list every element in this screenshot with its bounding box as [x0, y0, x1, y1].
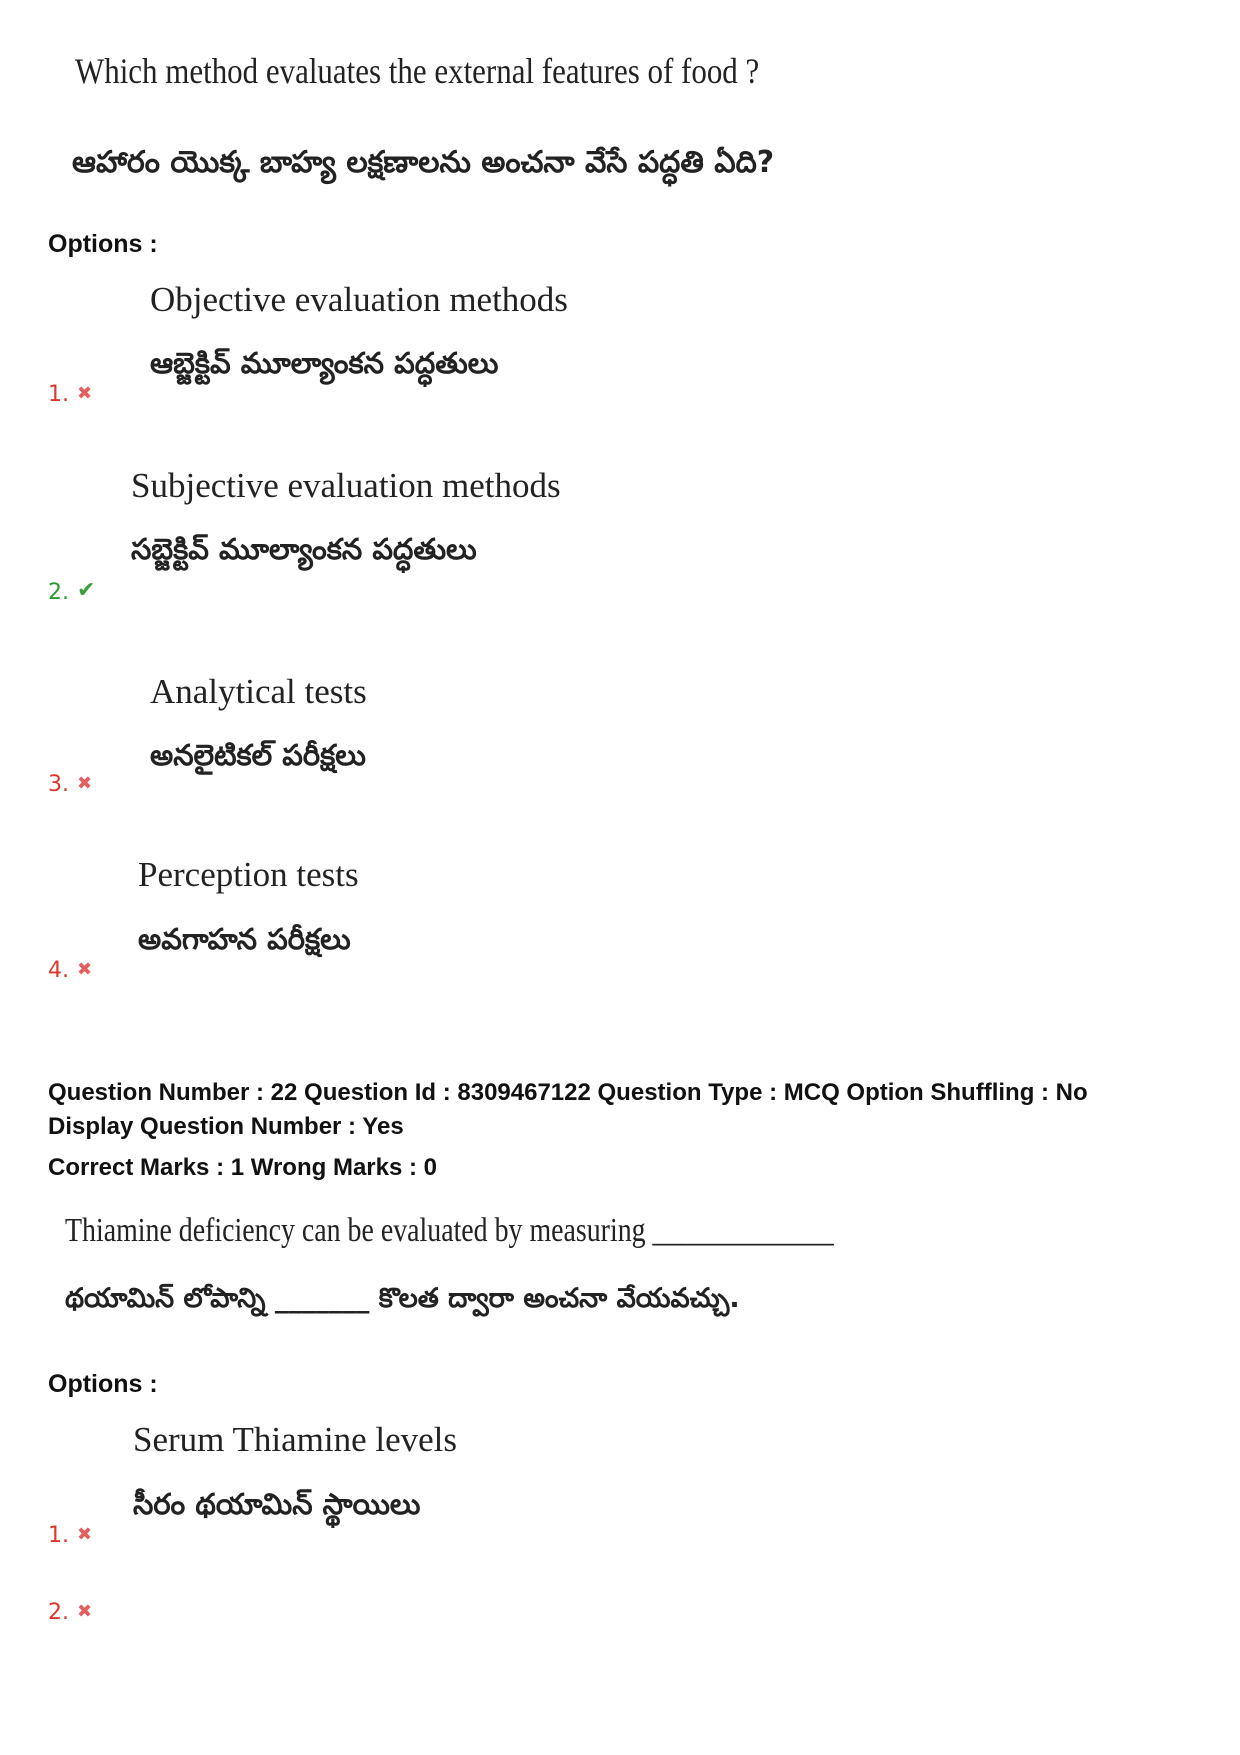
option-text-en: Serum Thiamine levels — [133, 1420, 458, 1459]
option-text-en: Perception tests — [138, 855, 359, 894]
option-number: 1. — [48, 382, 69, 407]
cross-icon: ✖ — [77, 1601, 93, 1622]
question-meta-display: Display Question Number : Yes — [48, 1113, 404, 1140]
question-text-en: Which method evaluates the external features of food ? — [75, 51, 760, 91]
question-text-te: థయామిన్ లోపాన్ని _______ కొలత ద్వారా అంచనా వేయవచ్చు. — [65, 1283, 740, 1314]
option-text-te: ఆబ్జెక్టివ్ మూల్యాంకన పద్ధతులు — [150, 346, 499, 380]
cross-icon: ✖ — [77, 773, 93, 794]
option-text-te: సీరం థయామిన్ స్థాయిలు — [133, 1487, 421, 1521]
option-text-en: Objective evaluation methods — [150, 280, 568, 319]
option-3[interactable] — [48, 772, 92, 797]
marks-line: Correct Marks : 1 Wrong Marks : 0 — [48, 1154, 438, 1181]
option-text-en: Analytical tests — [150, 672, 367, 711]
option-text-te: సబ్జెక్టివ్ మూల్యాంకన పద్ధతులు — [131, 532, 477, 566]
option-number: 3. — [48, 772, 69, 797]
check-icon: ✔ — [77, 578, 96, 603]
option-2[interactable] — [48, 1600, 92, 1625]
option-number: 4. — [48, 958, 69, 983]
option-1[interactable] — [48, 1523, 92, 1548]
option-text-en: Subjective evaluation methods — [131, 466, 561, 505]
cross-icon: ✖ — [77, 1524, 93, 1545]
options-label: Options : — [48, 230, 158, 258]
option-1[interactable] — [48, 382, 92, 407]
option-text-te: అనలైటికల్ పరీక్షలు — [150, 738, 366, 772]
option-number: 2. — [48, 580, 69, 605]
option-4[interactable] — [48, 958, 92, 983]
option-number: 1. — [48, 1523, 69, 1548]
cross-icon: ✖ — [77, 959, 93, 980]
question-text-en: Thiamine deficiency can be evaluated by measuring _____________ — [65, 1212, 834, 1249]
options-label: Options : — [48, 1370, 158, 1398]
cross-icon: ✖ — [77, 383, 93, 404]
option-2[interactable] — [48, 578, 95, 605]
option-number: 2. — [48, 1600, 69, 1625]
question-text-te: ఆహారం యొక్క బాహ్య లక్షణాలను అంచనా వేసే పద్ధతి ఏది? — [72, 145, 775, 180]
question-meta: Question Number : 22 Question Id : 8309467122 Question Type : MCQ Option Shuffling : No — [48, 1079, 1088, 1106]
option-text-te: అవగాహన పరీక్షలు — [138, 922, 351, 956]
